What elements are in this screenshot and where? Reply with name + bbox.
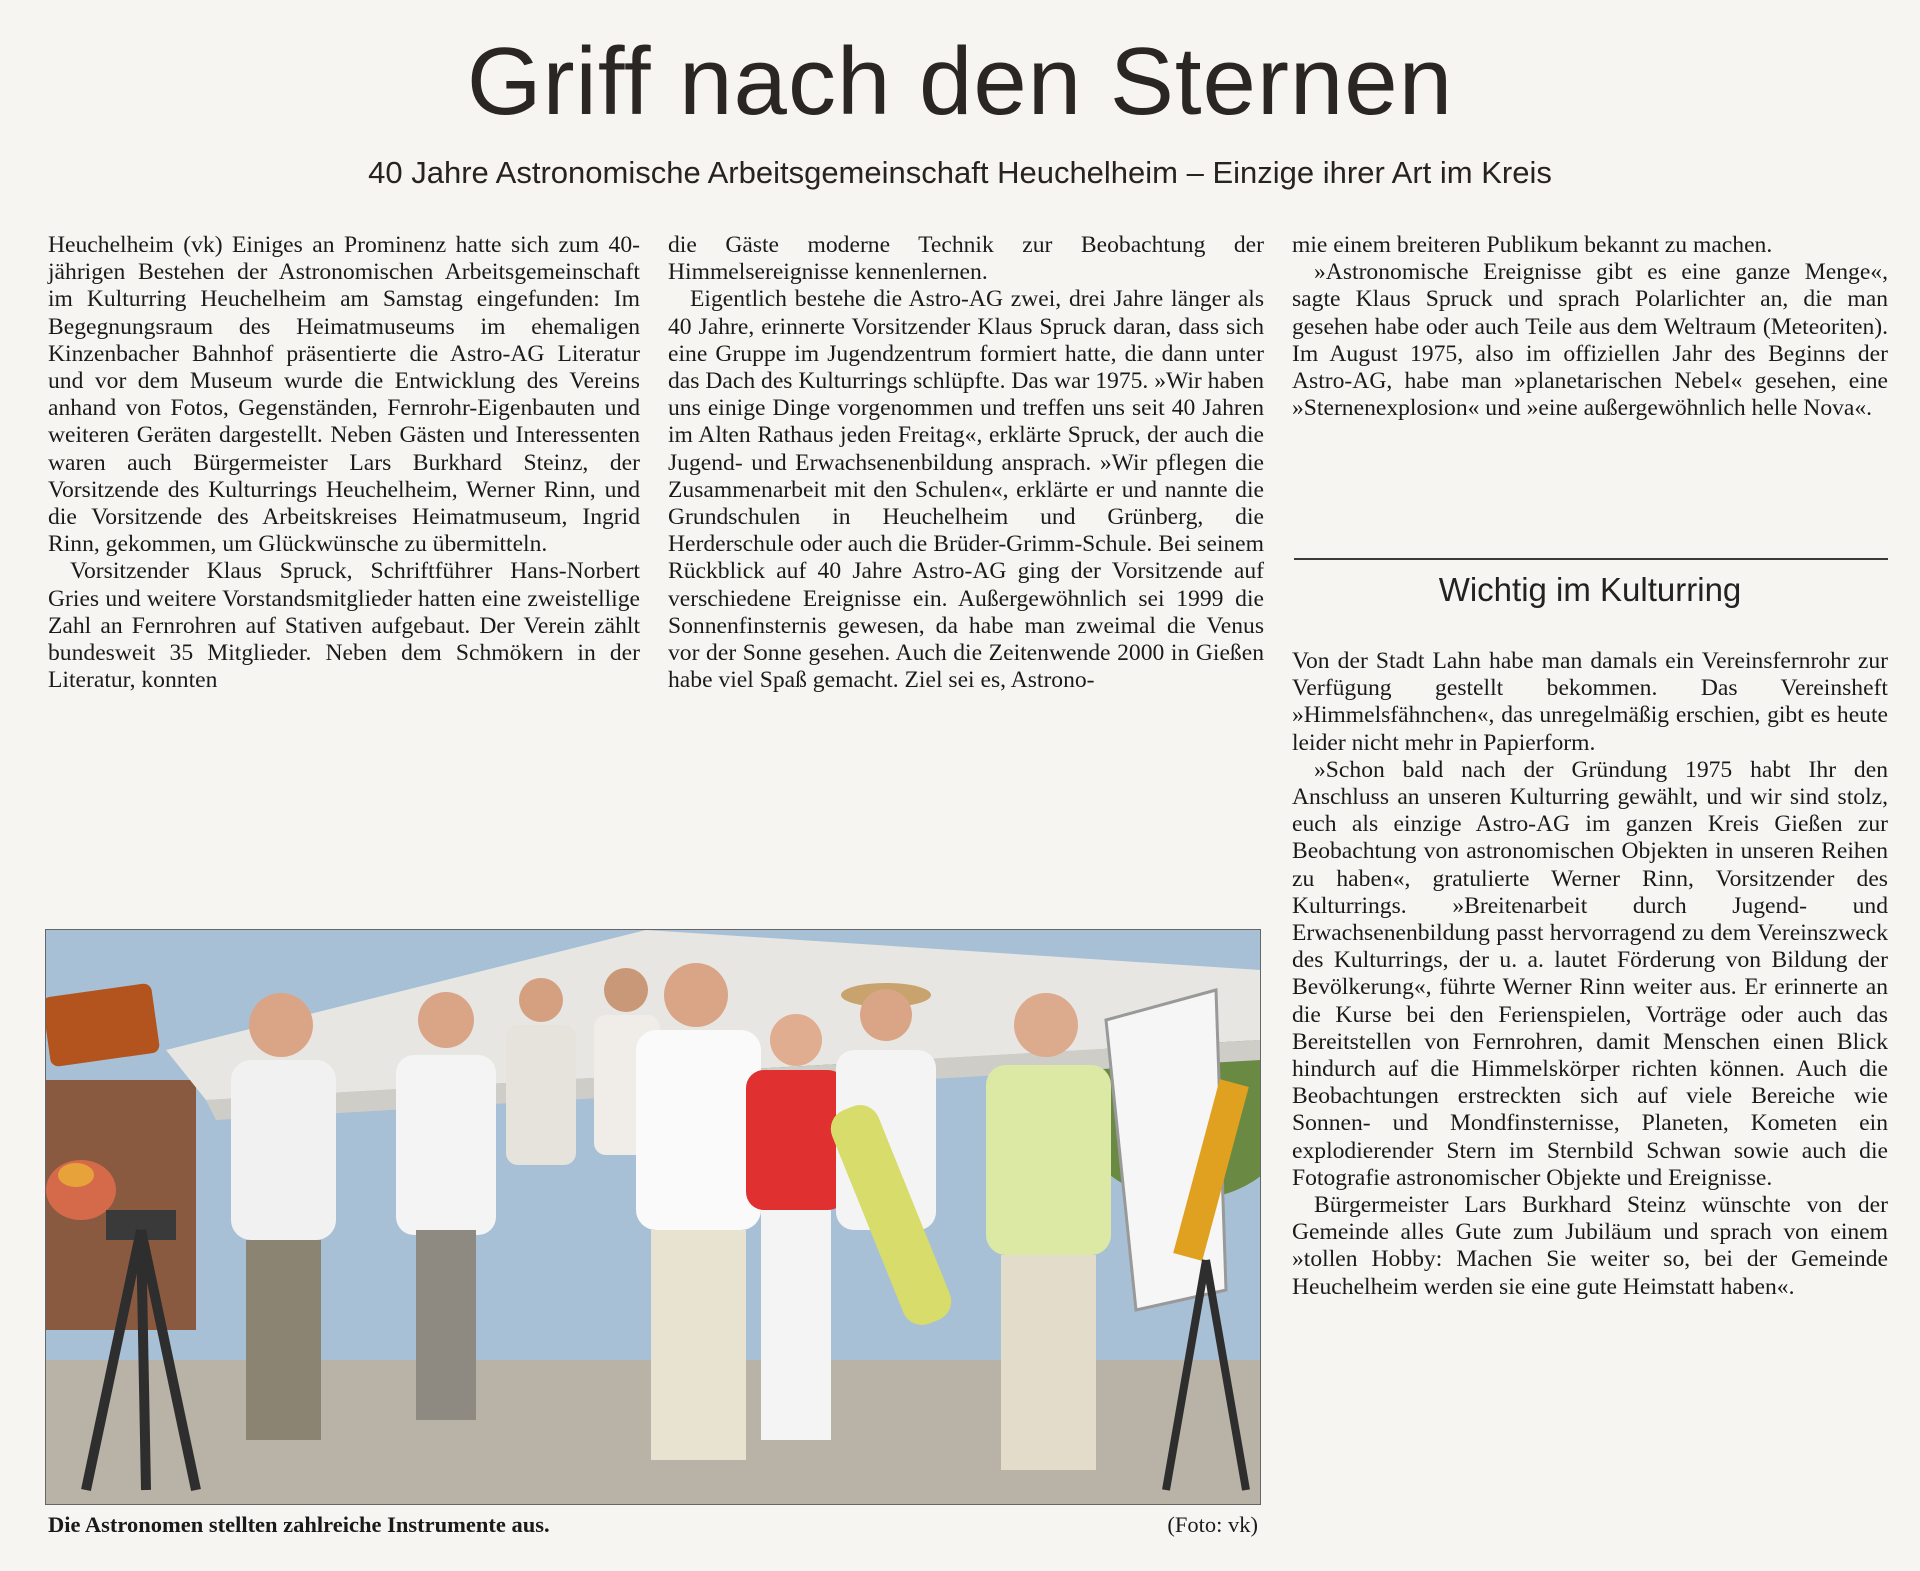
subheadline: 40 Jahre Astronomische Arbeitsgemeinschaft Heuchelheim – Einzige ihrer Art im Kreis bbox=[368, 155, 1552, 190]
paragraph: Vorsitzender Klaus Spruck, Schriftführer Hans-Norbert Gries und weitere Vorstandsmitglieder hatten eine zweistellige Zahl an Fernrohren auf Stativen aufgebaut. Der Verein zählt bundesweit 35 Mitglieder. Neben dem Schmökern in der Literatur, konnten bbox=[48, 558, 640, 694]
headline: Griff nach den Sternen bbox=[466, 28, 1454, 135]
photo-caption: Die Astronomen stellten zahlreiche Instrumente aus. bbox=[48, 1512, 550, 1537]
paragraph: »Schon bald nach der Gründung 1975 habt Ihr den Anschluss an unseren Kulturring gewählt, und wir sind stolz, euch als einzige Astro-AG im ganzen Kreis Gießen zur Beobachtung von astronomischen Objekten in unseren Reihen zu haben«, gratulierte Werner Rinn, Vorsitzender des Kulturrings. »Breitenarbeit durch Jugend- und Erwachsenenbildung passt hervorragend zu dem Vereinszweck des Kulturrings, der u. a. lautet Förderung von Bildung der Bevölkerung«, führte Werner Rinn weiter aus. Er erinnerte an die Kurse bei den Ferienspielen, Vorträge oder auch das Bereitstellen von Fernrohren, damit Menschen einen Blick hindurch auf die Himmelskörper richten können. Auch die Beobachtungen erstreckten sich auf viele Bereiche wie Sonnen- und Mondfinsternisse, Planeten, Kometen ein explodierender Stern im Sternbild Schwan sowie auch die Fotografie astronomischer Objekte und Ereignisse. bbox=[1292, 756, 1888, 1191]
article-column-2 bbox=[668, 232, 1264, 694]
paragraph: Von der Stadt Lahn habe man damals ein Vereinsfernrohr zur Verfügung gestellt bekommen. Das Vereinsheft »Himmelsfähnchen«, das unregelmäßig erschien, gibt es heute leider nicht mehr in Papierform. bbox=[1292, 648, 1888, 756]
article-column-3-continued bbox=[1292, 648, 1888, 1301]
paragraph: Eigentlich bestehe die Astro-AG zwei, drei Jahre länger als 40 Jahre, erinnerte Vorsitzender Klaus Spruck daran, dass sich eine Gruppe im Jugendzentrum formiert hatte, die dann unter das Dach des Kulturrings schlüpfte. Das war 1975. »Wir haben uns einige Dinge vorgenommen und treffen uns seit 40 Jahren im Alten Rathaus jeden Freitag«, erklärte Spruck, der auch die Jugend- und Erwachsenenbildung ansprach. »Wir pflegen die Zusammenarbeit mit den Schulen«, erklärte er und nannte die Grundschulen in Heuchelheim und Grünberg, die Herderschule oder auch die Brüder-Grimm-Schule. Bei seinem Rückblick auf 40 Jahre Astro-AG ging der Vorsitzende auf verschiedene Ereignisse ein. Außergewöhnlich sei 1999 die Sonnenfinsternis gewesen, da habe man zweimal die Venus vor der Sonne gesehen. Auch die Zeitenwende 2000 in Gießen habe viel Spaß gemacht. Ziel sei es, Astrono- bbox=[668, 286, 1264, 694]
group-photo-illustration bbox=[46, 930, 1260, 1504]
paragraph: die Gäste moderne Technik zur Beobachtung der Himmelsereignisse kennenlernen. bbox=[668, 232, 1264, 286]
paragraph: Bürgermeister Lars Burkhard Steinz wünschte von der Gemeinde alles Gute zum Jubiläum und sprach von einem »tollen Hobby: Machen Sie weiter so, bei der Gemeinde Heuchelheim werden sie eine gute Heimstatt haben«. bbox=[1292, 1192, 1888, 1300]
group-photo bbox=[46, 930, 1260, 1504]
article-column-1 bbox=[48, 232, 640, 694]
paragraph: Heuchelheim (vk) Einiges an Prominenz hatte sich zum 40-jährigen Bestehen der Astronomischen Arbeitsgemeinschaft im Kulturring Heuchelheim am Samstag eingefunden: Im Begegnungsraum des Heimatmuseums im ehemaligen Kinzenbacher Bahnhof präsentierte die Astro-AG Literatur und vor dem Museum wurde die Entwicklung des Vereins anhand von Fotos, Gegenständen, Fernrohr-Eigenbauten und weiteren Geräten dargestellt. Neben Gästen und Interessenten waren auch Bürgermeister Lars Burkhard Steinz, der Vorsitzende des Kulturrings Heuchelheim, Werner Rinn, und die Vorsitzende des Arbeitskreises Heimatmuseum, Ingrid Rinn, gekommen, um Glückwünsche zu übermitteln. bbox=[48, 232, 640, 558]
paragraph: »Astronomische Ereignisse gibt es eine ganze Menge«, sagte Klaus Spruck und sprach Polarlichter an, die man gesehen habe oder auch Teile aus dem Weltraum (Meteoriten). Im August 1975, also im offiziellen Jahr des Beginns der Astro-AG, habe man »planetarischen Nebel« gesehen, eine »Sternenexplosion« und »eine außergewöhnlich helle Nova«. bbox=[1292, 259, 1888, 422]
article-column-3 bbox=[1292, 232, 1888, 422]
section-divider bbox=[1294, 558, 1888, 560]
intertitle: Wichtig im Kulturring bbox=[1438, 571, 1742, 608]
paragraph: mie einem breiteren Publikum bekannt zu machen. bbox=[1292, 232, 1773, 258]
photo-credit: (Foto: vk) bbox=[1167, 1512, 1258, 1537]
